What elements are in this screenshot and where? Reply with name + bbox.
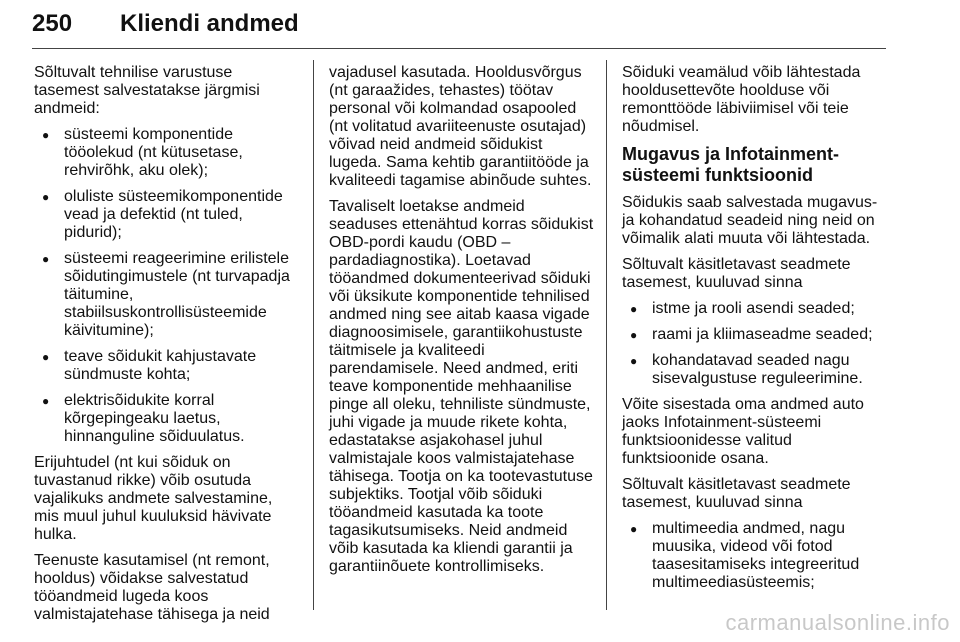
bullet-list [622, 300, 894, 388]
bullet-list [34, 126, 306, 446]
list-item: ● teave sõidukit kahjustavate sündmuste kohta; [34, 348, 306, 384]
paragraph: Sõltuvalt käsitletavast seadmete tasemest, kuuluvad sinna [622, 476, 851, 511]
list-item: ● kohandatavad seaded nagu sisevalgustuse reguleerimine. [622, 352, 894, 388]
paragraph: Tavaliselt loetakse andmeid seaduses ettenähtud korras sõidukist OBD-pordi kaudu (OBD – pardadiagnostika). Loetavad tööandmed dokumenteerivad sõiduki või üksikute komponentide tehnilised andmed ning see aitab kaasa vigade diagnoosimisele, garantiikohustuste täitmisele ja kvaliteedi parendamisele. Need andmed, eriti teave komponentide mehhaanilise pinge all oleku, tehniliste sündmuste, juhi vigade ja muude rikete kohta, edastatakse asjakohasel juhul valmistajale koos valmistajatehase tähisega. Tootja on ka tootevastutuse subjektiks. Tootjal võib sõiduki tööandmeid kasutada ka toote tagasikutsumiseks. Neid andmeid võib kasutada ka kliendi garantii ja garantiinõuete kontrollimiseks. [329, 198, 594, 575]
column-3 [622, 64, 894, 600]
page-number: 250 [32, 10, 73, 37]
list-item: ● multimeedia andmed, nagu muusika, videod või fotod taasesitamiseks integreeritud multimeediasüsteemis; [622, 520, 894, 592]
column-divider [313, 60, 314, 610]
watermark: carmanualsonline.info [725, 610, 950, 635]
column-1 [34, 64, 306, 632]
bullet-list [622, 520, 894, 592]
list-item: ● raami ja kliimaseadme seaded; [622, 326, 894, 344]
list-item: ● oluliste süsteemikomponentide vead ja defektid (nt tuled, pidurid); [34, 188, 306, 242]
column-divider [606, 60, 607, 610]
list-item: ● süsteemi komponentide tööolekud (nt kütusetase, rehvirõhk, aku olek); [34, 126, 306, 180]
paragraph: Sõltuvalt tehnilise varustuse tasemest salvestatakse järgmisi andmeid: [34, 64, 260, 117]
list-item: ● istme ja rooli asendi seaded; [622, 300, 894, 318]
section-heading: Mugavus ja Infotainment- süsteemi funktsioonid [622, 144, 840, 185]
page-header [32, 8, 886, 49]
paragraph: Sõltuvalt käsitletavast seadmete tasemest, kuuluvad sinna [622, 256, 851, 291]
chapter-title: Kliendi andmed [120, 10, 299, 37]
paragraph: Erijuhtudel (nt kui sõiduk on tuvastanud rikke) võib osutuda vajalikuks andmete salvestamine, mis muul juhul kuuluksid hävivate hulka. [34, 454, 273, 543]
column-2 [329, 64, 601, 584]
paragraph: vajadusel kasutada. Hooldusvõrgus (nt garaažides, tehastes) töötav personal või kolmandad osapooled (nt volitatud avariiteenuste osutajad) võivad neid andmeid sõidukist lugeda. Sama kehtib garantiitööde ja kvaliteedi tagamise abinõude suhtes. [329, 64, 592, 189]
list-item: ● elektrisõidukite korral kõrgepingeaku laetus, hinnanguline sõiduulatus. [34, 392, 306, 446]
paragraph: Sõidukis saab salvestada mugavus- ja kohandatud seadeid ning neid on võimalik alati muuta või lähtestada. [622, 194, 878, 247]
paragraph: Teenuste kasutamisel (nt remont, hooldus) võidakse salvestatud tööandmeid lugeda koos valmistajatehase tähisega ja neid [34, 552, 270, 623]
list-item: ● süsteemi reageerimine erilistele sõidutingimustele (nt turvapadja täitumine, stabiilsuskontrollisüsteemide käivitumine); [34, 250, 306, 340]
paragraph: Võite sisestada oma andmed auto jaoks Infotainment-süsteemi funktsioonidesse valitud funktsioonide osana. [622, 396, 864, 467]
paragraph: Sõiduki veamälud võib lähtestada hooldusettevõte hoolduse või remonttööde läbiviimisel või teie nõudmisel. [622, 64, 861, 135]
